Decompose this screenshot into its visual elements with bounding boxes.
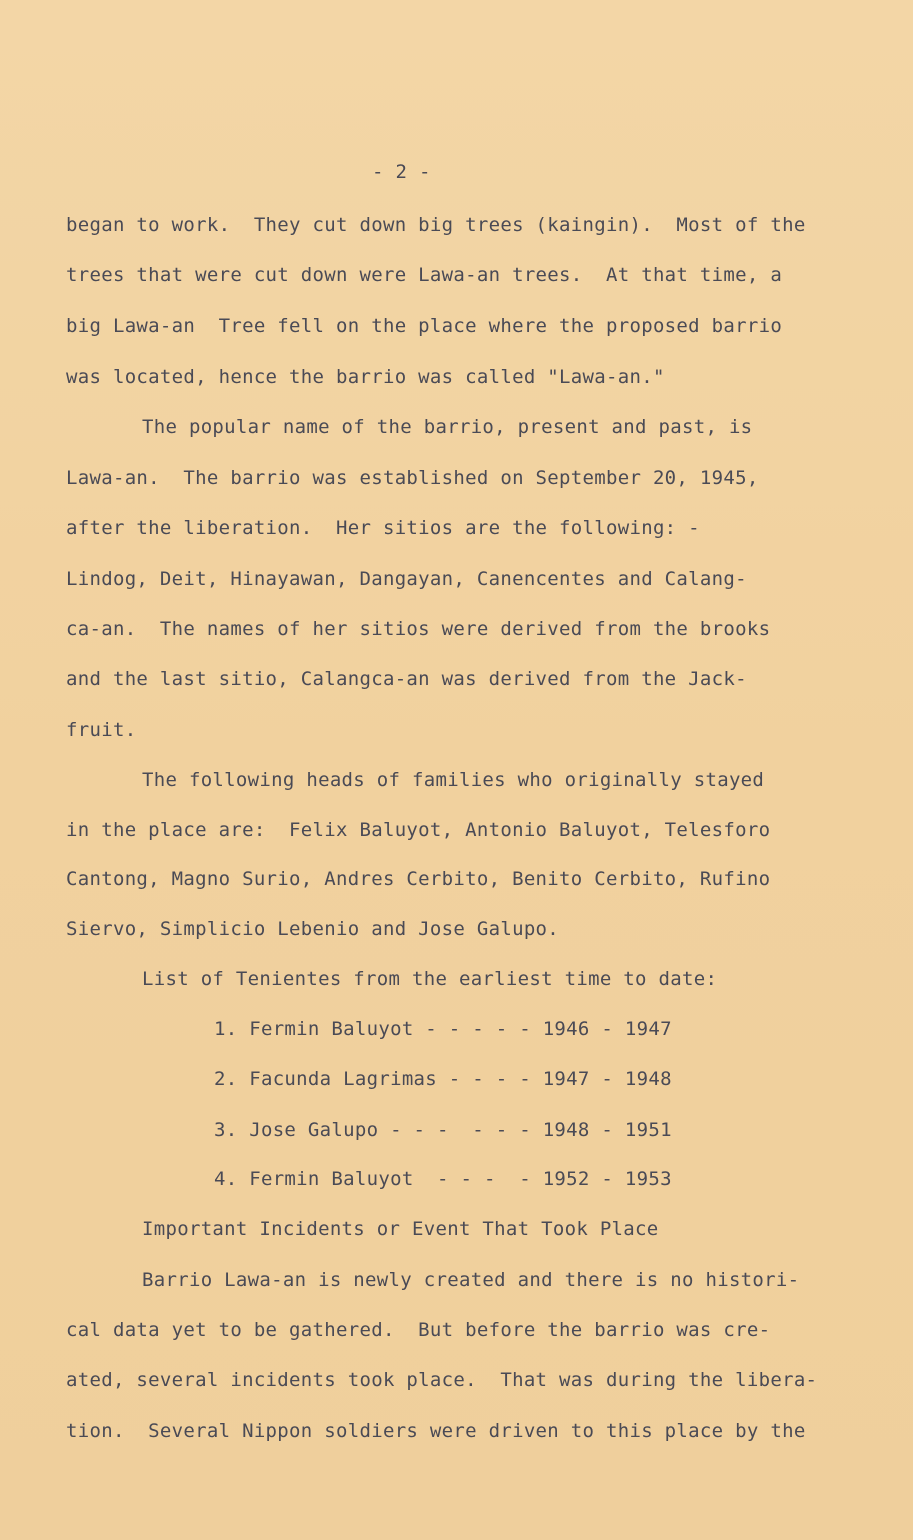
incidents-heading: Important Incidents or Event That Took Place	[142, 1218, 659, 1240]
text-line: cal data yet to be gathered. But before the barrio was cre-	[66, 1319, 771, 1341]
page-number: - 2 -	[372, 161, 431, 183]
text-line: The following heads of families who originally stayed	[142, 769, 765, 791]
text-line: Barrio Lawa-an is newly created and there is no histori-	[142, 1269, 800, 1291]
text-line: after the liberation. Her sitios are the following: -	[66, 517, 700, 539]
text-line: Cantong, Magno Surio, Andres Cerbito, Benito Cerbito, Rufino	[66, 868, 771, 890]
text-line: was located, hence the barrio was called "Lawa-an."	[66, 366, 665, 388]
teniente-entry: 1. Fermin Baluyot - - - - - 1946 - 1947	[214, 1018, 672, 1040]
text-line: big Lawa-an Tree fell on the place where the proposed barrio	[66, 315, 783, 337]
text-line: and the last sitio, Calangca-an was derived from the Jack-	[66, 668, 747, 690]
teniente-entry: 4. Fermin Baluyot - - - - 1952 - 1953	[214, 1168, 672, 1190]
text-line: ated, several incidents took place. That was during the libera-	[66, 1369, 818, 1391]
text-line: Lawa-an. The barrio was established on September 20, 1945,	[66, 467, 759, 489]
text-line: began to work. They cut down big trees (kaingin). Most of the	[66, 214, 806, 236]
text-line: Siervo, Simplicio Lebenio and Jose Galupo.	[66, 918, 560, 940]
text-line: The popular name of the barrio, present and past, is	[142, 416, 753, 438]
tenientes-heading: List of Tenientes from the earliest time to date:	[142, 968, 718, 990]
text-line: tion. Several Nippon soldiers were driven to this place by the	[66, 1420, 806, 1442]
text-line: Lindog, Deit, Hinayawan, Dangayan, Canencentes and Calang-	[66, 568, 747, 590]
text-line: ca-an. The names of her sitios were derived from the brooks	[66, 618, 771, 640]
text-line: in the place are: Felix Baluyot, Antonio Baluyot, Telesforo	[66, 819, 771, 841]
teniente-entry: 3. Jose Galupo - - - - - - 1948 - 1951	[214, 1119, 672, 1141]
teniente-entry: 2. Facunda Lagrimas - - - - 1947 - 1948	[214, 1068, 672, 1090]
text-line: trees that were cut down were Lawa-an trees. At that time, a	[66, 264, 783, 286]
text-line: fruit.	[66, 719, 137, 741]
